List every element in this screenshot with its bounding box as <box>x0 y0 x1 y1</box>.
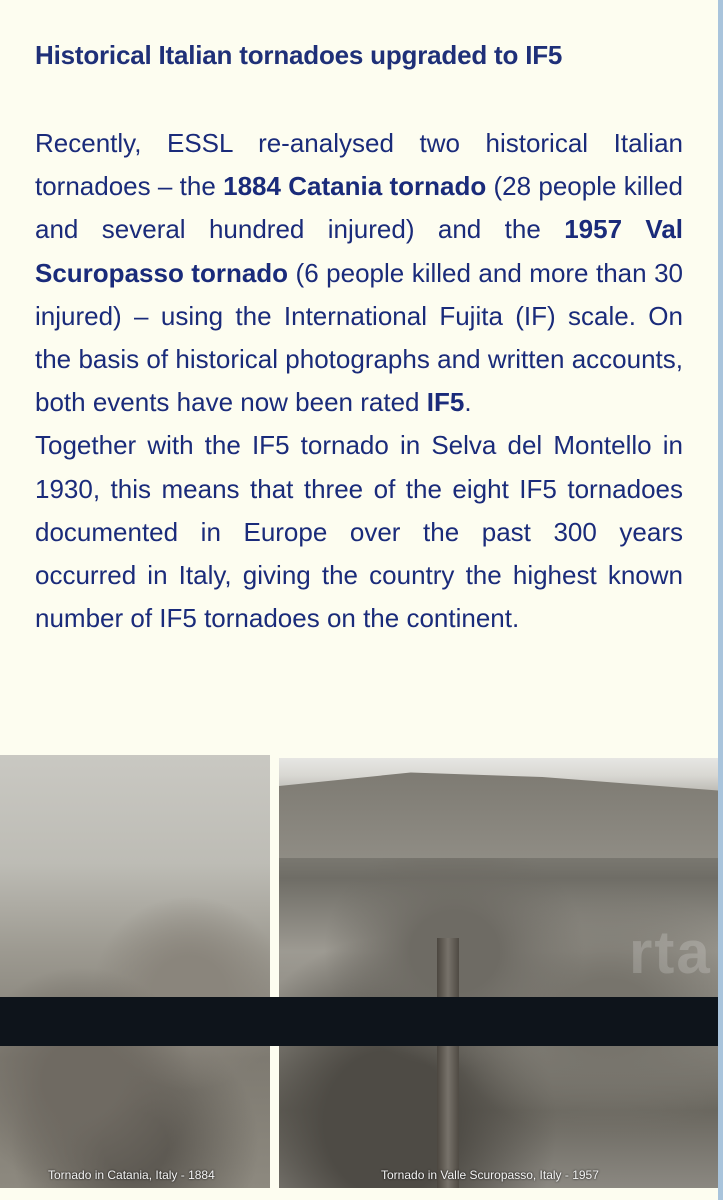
article <box>35 38 683 640</box>
article-title: Historical Italian tornadoes upgraded to IF5 <box>35 40 563 70</box>
wooden-pole <box>437 938 459 1188</box>
paragraph-1 <box>35 128 683 417</box>
paragraph-2: Together with the IF5 tornado in Selva del Montello in 1930, this means that three of the eight IF5 tornadoes documented in Europe over the past 300 years occurred in Italy, giving the country the highest known number of IF5 tornadoes on the continent. <box>35 430 683 634</box>
text-segment: . <box>464 387 472 418</box>
video-overlay-bar[interactable] <box>0 997 718 1046</box>
text-segment: Recently, ESSL re-analysed two historical Italian tornadoes – the <box>35 128 683 202</box>
caption-val-scuropasso: Tornado in Valle Scuropasso, Italy - 1957 <box>381 1168 599 1182</box>
hillside <box>279 768 718 858</box>
text-segment: (28 people killed and several hundred injured) and the <box>35 171 683 245</box>
bold-if5: IF5 <box>426 387 465 418</box>
article-body <box>35 122 683 640</box>
page-right-edge <box>718 0 723 1200</box>
catania-photo <box>0 755 270 1188</box>
bold-val-scuropasso: 1957 Val Scuropasso tornado <box>35 214 684 288</box>
bold-catania: 1884 Catania tornado <box>223 171 487 202</box>
photo-collage[interactable] <box>0 755 718 1188</box>
val-scuropasso-photo <box>279 758 718 1188</box>
watermark: rta <box>629 919 712 986</box>
caption-catania: Tornado in Catania, Italy - 1884 <box>48 1168 215 1182</box>
text-segment: (6 people killed and more than 30 injured) – using the International Fujita (IF) scale. On the basis of historical photographs and written accounts, both events have now been rated <box>35 257 683 418</box>
